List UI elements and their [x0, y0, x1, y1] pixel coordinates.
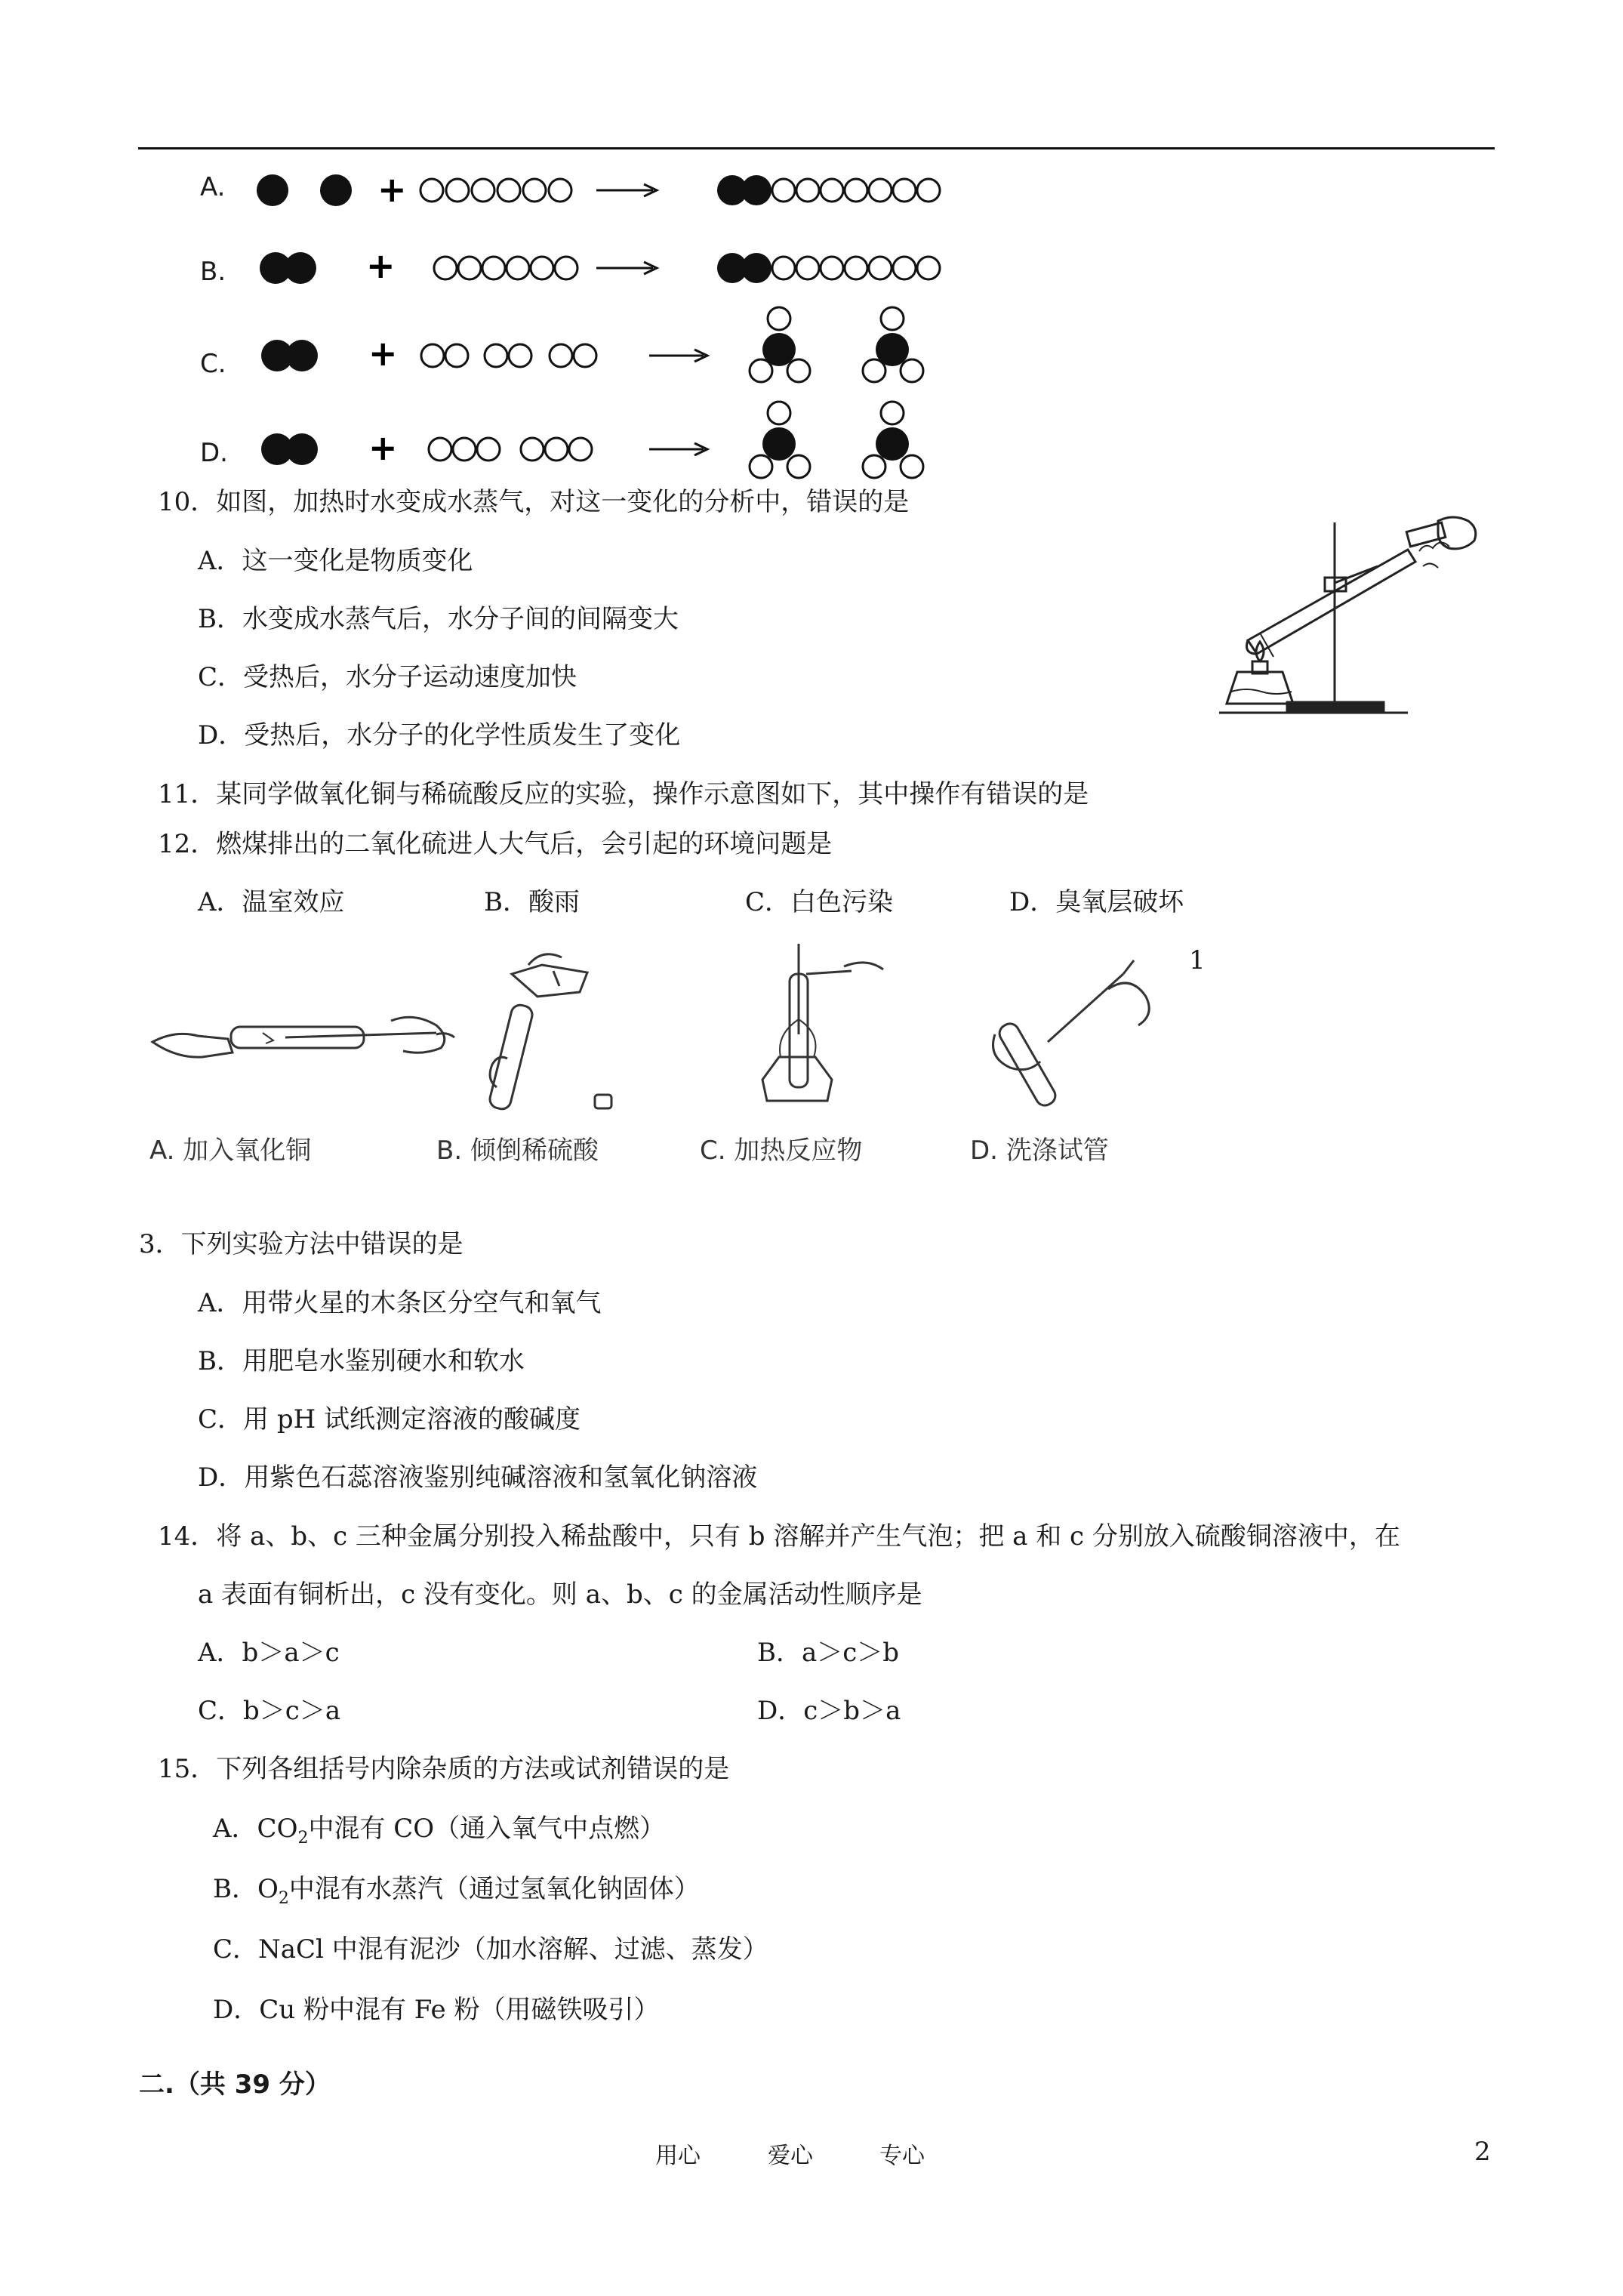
- q9-row-b-molecules: [260, 245, 940, 286]
- q10-option-a: A．这一变化是物质变化: [198, 546, 473, 576]
- svg-text:+: +: [368, 333, 398, 374]
- figure-c-heating: [762, 944, 883, 1101]
- q15-option-b-prefix: B．O: [213, 1874, 279, 1904]
- footer-text-b: 爱心: [768, 2143, 813, 2169]
- q9-option-c-label: C.: [200, 349, 226, 379]
- svg-text:+: +: [377, 169, 407, 210]
- footer-text-a: 用心: [655, 2143, 701, 2169]
- q15-option-c: C．NaCl 中混有泥沙（加水溶解、过滤、蒸发）: [213, 1934, 768, 1965]
- q15-option-a-subscript: 2: [297, 1828, 309, 1848]
- figure-a-caption: A. 加入氧化铜: [149, 1136, 312, 1166]
- figure-b-pouring-acid: [488, 954, 611, 1111]
- q15-option-b: [213, 1874, 700, 1914]
- header-rule: [138, 147, 1495, 149]
- q15-option-a-text: 中混有 CO（通入氧气中点燃）: [308, 1814, 666, 1844]
- section-2-title: 二.（共 39 分）: [139, 2069, 331, 2100]
- q14-option-b: B．a＞c＞b: [757, 1638, 900, 1668]
- q12-stem: 12．燃煤排出的二氧化硫进人大气后，会引起的环境问题是: [158, 829, 833, 859]
- q14-stem-line2: a 表面有铜析出，c 没有变化。则 a、b、c 的金属活动性顺序是: [198, 1579, 922, 1610]
- q9-option-d-label: D.: [200, 438, 228, 468]
- q15-stem: 15．下列各组括号内除杂质的方法或试剂错误的是: [158, 1754, 730, 1784]
- q12-option-d: D．臭氧层破坏: [1009, 887, 1184, 917]
- q9-row-a-molecules: [257, 169, 940, 210]
- heating-test-tube-figure: [1204, 506, 1483, 721]
- q15-option-a: [213, 1814, 665, 1854]
- q10-option-d: D．受热后，水分子的化学性质发生了变化: [198, 720, 681, 750]
- q10-option-c: C．受热后，水分子运动速度加快: [198, 662, 577, 692]
- q9-row-c-molecules: [261, 307, 923, 382]
- q15-option-d: D．Cu 粉中混有 Fe 粉（用磁铁吸引）: [213, 1995, 660, 2025]
- q11-stem: 11．某同学做氧化铜与稀硫酸反应的实验，操作示意图如下，其中操作有错误的是: [158, 779, 1089, 809]
- q13-option-b: B．用肥皂水鉴别硬水和软水: [198, 1346, 525, 1376]
- q12-option-a: A．温室效应: [198, 887, 345, 917]
- q14-option-c: C．b＞c＞a: [198, 1696, 341, 1726]
- figure-d-washing: [993, 960, 1150, 1108]
- q15-option-b-text: 中混有水蒸汽（通过氢氧化钠固体）: [288, 1874, 700, 1904]
- q14-option-d: D．c＞b＞a: [757, 1696, 901, 1726]
- q15-option-a-prefix: A．CO: [213, 1814, 298, 1844]
- q15-option-b-subscript: 2: [278, 1888, 289, 1908]
- q13-option-d: D．用紫色石蕊溶液鉴别纯碱溶液和氢氧化钠溶液: [198, 1462, 758, 1493]
- q9-row-d-molecules: [261, 402, 923, 478]
- page-number: 2: [1474, 2137, 1491, 2167]
- q12-option-c: C．白色污染: [745, 887, 894, 917]
- q10-option-b: B．水变成水蒸气后，水分子间的间隔变大: [198, 604, 679, 634]
- q9-option-a-label: A.: [200, 172, 226, 202]
- q10-stem: 10．如图，加热时水变成水蒸气，对这一变化的分析中，错误的是: [158, 487, 910, 517]
- figure-b-caption: B. 倾倒稀硫酸: [436, 1136, 599, 1166]
- svg-text:+: +: [366, 245, 396, 286]
- q13-option-a: A．用带火星的木条区分空气和氧气: [198, 1288, 602, 1318]
- q13-stem: 3．下列实验方法中错误的是: [139, 1229, 463, 1259]
- q14-option-a: A．b＞a＞c: [198, 1638, 340, 1668]
- stray-mark: 1: [1189, 945, 1206, 975]
- lab-operation-illustrations: [142, 944, 1214, 1125]
- q12-option-b: B．酸雨: [484, 887, 580, 917]
- footer-text-c: 专心: [879, 2143, 925, 2169]
- figure-c-caption: C. 加热反应物: [700, 1136, 863, 1166]
- q9-molecule-diagrams: [242, 155, 981, 487]
- figure-d-caption: D. 洗涤试管: [970, 1136, 1109, 1166]
- q9-option-b-label: B.: [200, 257, 226, 287]
- q13-option-c: C．用 pH 试纸测定溶液的酸碱度: [198, 1404, 581, 1435]
- figure-a-adding-copper-oxide: [152, 1017, 454, 1057]
- q14-stem-line1: 14．将 a、b、c 三种金属分别投入稀盐酸中，只有 b 溶解并产生气泡；把 a 和 c 分别放入硫酸铜溶液中，在: [158, 1521, 1400, 1552]
- svg-text:+: +: [368, 427, 398, 468]
